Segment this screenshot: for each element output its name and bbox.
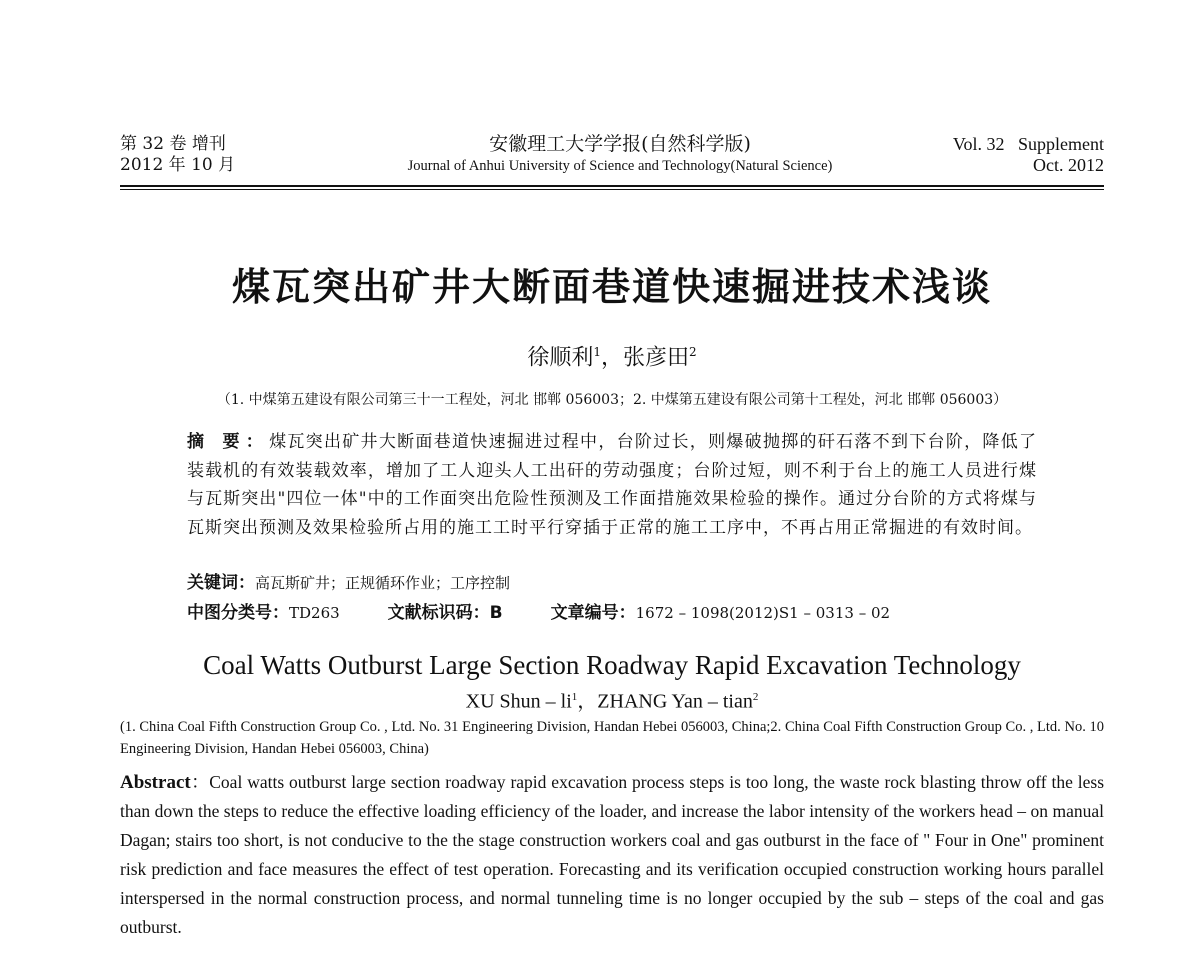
paper-title-cn: 煤瓦突出矿井大断面巷道快速掘进技术浅谈 [231, 264, 992, 309]
date-cn: 2012 年 10 月 [120, 155, 236, 175]
date-en: Oct. 2012 [1033, 155, 1104, 175]
authors-cn [120, 336, 1104, 374]
header-volume-date-en [900, 134, 1104, 176]
author-1-en-affil: 1 [571, 691, 578, 703]
header-volume-date-cn [120, 134, 235, 176]
volume-cn: 第 32 卷 增刊 [120, 134, 226, 154]
clc-value: TD263 [289, 604, 340, 622]
abstract-en-label: Abstract [120, 772, 191, 793]
author-1-affil: 1 [593, 345, 601, 359]
paper-title-en: Coal Watts Outburst Large Section Roadway Rapid Excavation Technology [203, 650, 1021, 680]
author-2: 张彦田 [623, 345, 690, 371]
author-separator: ， [600, 345, 623, 371]
author-2-en: ZHANG Yan – tian [597, 690, 753, 713]
header-rule-thin [120, 189, 1104, 190]
keywords-cn [187, 570, 510, 596]
abstract-cn-text: 煤瓦突出矿井大断面巷道快速掘进过程中，台阶过长，则爆破抛掷的矸石落不到下台阶，降低了装载机的有效装载效率，增加了工人迎头人工出矸的劳动强度；台阶过短，则不利于台上的施工人员进行煤与瓦斯突出"四位一体"中的工作面突出危险性预测及工作面措施效果检验的操作。通过分台阶的方式将煤与瓦斯突出预测及效果检验所占用的施工工时平行穿插于正常的施工工序中，不再占用正常掘进的有效时间。 [187, 432, 1038, 538]
author-2-affil: 2 [689, 345, 697, 359]
affiliation-cn: （1. 中煤第五建设有限公司第三十一工程处，河北 邯郸 056003；2. 中煤第五建设有限公司第十工程处，河北 邯郸 056003） [216, 392, 1008, 408]
journal-name-cn: 安徽理工大学学报(自然科学版) [489, 133, 751, 155]
article-number-label: 文章编号： [550, 603, 636, 623]
abstract-cn-label: 摘 要： [187, 432, 270, 452]
volume-en: Vol. 32 Supplement [952, 134, 1104, 154]
author-en-separator: ， [577, 690, 598, 713]
clc-label: 中图分类号： [187, 603, 289, 623]
authors-en [120, 683, 1104, 716]
abstract-en-text: Coal watts outburst large section roadway rapid excavation process steps is too long, the waste rock blasting throw off the less than down the steps to reduce the effective loading efficiency of the loader, and increase the labor intensity of the workers head – on manual Dagan; stairs too short, is not conducive to the the stage construction workers coal and gas outburst in the face of " Four in One" prominent risk prediction and face measures the effect of test operation. Forecasting and its verification occupied construction working hours parallel interspersed in the normal construction process, and normal tunneling time is no longer occupied by the sub – steps of the coal and gas outburst. [120, 772, 1104, 937]
header-journal [330, 132, 910, 176]
affiliation-en: (1. China Coal Fifth Construction Group Co. , Ltd. No. 31 Engineering Division, Handan Hebei 056003, China;2. China Coal Fifth Construction Group Co. , Ltd. No. 10 Engineering Division, Handan Hebei 056003, China) [120, 719, 1104, 757]
keywords-label: 关键词： [187, 573, 255, 593]
abstract-en [120, 768, 1104, 942]
keywords-text: 高瓦斯矿井；正规循环作业；工序控制 [255, 574, 511, 592]
doc-code-value: B [489, 603, 503, 623]
author-2-en-affil: 2 [752, 691, 759, 703]
author-1: 徐顺利 [527, 345, 594, 371]
doc-code-label: 文献标识码： [387, 603, 490, 623]
article-number-value: 1672 – 1098(2012)S1 – 0313 – 02 [635, 604, 891, 622]
author-1-en: XU Shun – li [465, 690, 572, 713]
journal-name-en: Journal of Anhui University of Science and Technology(Natural Science) [407, 158, 833, 174]
abstract-cn [187, 428, 1037, 542]
header-rule [120, 185, 1104, 187]
classification-line [187, 600, 890, 626]
abstract-en-colon: ： [190, 772, 210, 792]
